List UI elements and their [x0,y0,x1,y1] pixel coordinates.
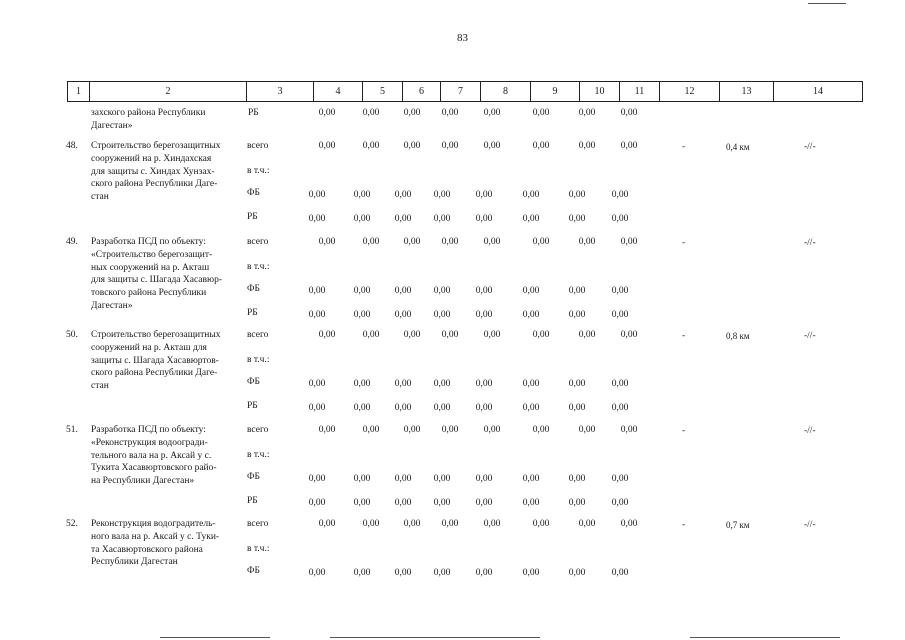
value-cell: 0,00 [403,425,421,435]
value-cell: 0,00 [403,519,421,529]
entry-name-line: на Республики Дагестан» [91,476,195,487]
value-cell: 0,00 [394,286,412,296]
scan-mark-bottom-1 [160,637,270,638]
value-cell: 0,00 [522,474,540,484]
value-cell: 0,00 [611,190,629,200]
budget-type: ФБ [247,377,260,387]
value-cell: 0,00 [353,214,371,224]
value-cell: 0,00 [522,310,540,320]
value-cell: 0,00 [522,286,540,296]
value-cell: 0,00 [308,498,326,508]
value-cell: 0,00 [394,310,412,320]
header-cell-1: 1 [68,82,90,102]
value-cell: 0,00 [318,141,336,151]
value-cell: 0,00 [308,379,326,389]
value-cell: 0,00 [353,310,371,320]
value-cell: 0,00 [441,425,459,435]
value-cell: 0,00 [568,498,586,508]
value-cell: 0,00 [483,425,501,435]
value-cell: 0,00 [483,330,501,340]
value-cell: 0,00 [578,519,596,529]
value-cell: 0,00 [475,286,493,296]
value-cell: 0,00 [362,141,380,151]
value-cell: 0,00 [318,237,336,247]
budget-type: РБ [247,308,258,318]
budget-type: всего [247,519,269,529]
value-cell: 0,00 [568,568,586,578]
value-cell: 0,00 [483,141,501,151]
value-cell: 0,00 [433,214,451,224]
col13-length: 0,8 км [726,331,750,341]
header-cell-7: 7 [441,82,481,102]
col12-dash: - [682,331,686,341]
value-cell: 0,00 [532,519,550,529]
value-cell: 0,00 [308,190,326,200]
budget-type: РБ [247,401,258,411]
budget-type: в т.ч.: [247,355,270,365]
header-cell-2: 2 [90,82,247,102]
header-cell-8: 8 [481,82,531,102]
value-cell: 0,00 [394,190,412,200]
value-cell: 0,00 [578,330,596,340]
entry-name-line: Реконструкция водоградитель- [91,519,216,529]
header-cell-11: 11 [620,82,660,102]
value-cell: 0,00 [611,498,629,508]
entry-number: 49. [66,237,78,247]
entry-name-line: для защиты с. Шагада Хасавюр- [91,275,223,286]
budget-type: всего [247,141,269,151]
header-cell-9: 9 [531,82,580,102]
col13-length: 0,7 км [726,520,750,530]
value-cell: 0,00 [318,330,336,340]
entry-name-line: та Хасавюртовского района [91,544,203,555]
value-cell: 0,00 [475,403,493,413]
value-cell: 0,00 [475,498,493,508]
value-cell: 0,00 [403,330,421,340]
page-number: 83 [457,32,468,44]
value-cell: 0,00 [353,286,371,296]
col14-mark: -//- [804,331,816,341]
entry-number: 48. [66,141,78,151]
entry-name-line: Строительство берегозащитных [91,330,221,340]
value-cell: 0,00 [433,190,451,200]
value-cell: 0,00 [522,568,540,578]
value-cell: 0,00 [441,108,459,118]
value-cell: 0,00 [394,474,412,484]
value-cell: 0,00 [433,379,451,389]
value-cell: 0,00 [433,310,451,320]
header-cell-13: 13 [720,82,774,102]
col14-mark: -//- [804,426,816,436]
value-cell: 0,00 [441,237,459,247]
value-cell: 0,00 [433,403,451,413]
entry-name-line: ского района Республики Даге- [91,368,218,379]
value-cell: 0,00 [353,568,371,578]
value-cell: 0,00 [620,237,638,247]
value-cell: 0,00 [611,568,629,578]
value-cell: 0,00 [578,425,596,435]
value-cell: 0,00 [475,214,493,224]
value-cell: 0,00 [532,425,550,435]
value-cell: 0,00 [394,568,412,578]
entry-name-line: тельного вала на р. Аксай у с. [91,450,212,461]
value-cell: 0,00 [394,214,412,224]
value-cell: 0,00 [620,519,638,529]
header-cell-14: 14 [774,82,863,102]
value-cell: 0,00 [353,474,371,484]
value-cell: 0,00 [483,108,501,118]
value-cell: 0,00 [394,403,412,413]
header-cell-5: 5 [363,82,403,102]
entry-name-line: для защиты с. Хиндах Хунзах- [91,166,215,177]
value-cell: 0,00 [522,214,540,224]
value-cell: 0,00 [483,519,501,529]
entry-name-line: Республики Дагестан [91,557,178,568]
value-cell: 0,00 [353,403,371,413]
value-cell: 0,00 [611,286,629,296]
value-cell: 0,00 [578,237,596,247]
entry-name-line: сооружений на р. Акташ для [91,342,207,353]
entry-name-line: защиты с. Шагада Хасавюртов- [91,355,219,366]
value-cell: 0,00 [353,190,371,200]
value-cell: 0,00 [568,190,586,200]
value-cell: 0,00 [620,330,638,340]
value-cell: 0,00 [441,330,459,340]
value-cell: 0,00 [578,141,596,151]
entry-name-line: Строительство берегозащитных [91,141,221,151]
entry-name-line: стан [91,192,109,203]
value-cell: 0,00 [362,519,380,529]
value-cell: 0,00 [620,141,638,151]
value-cell: 0,00 [568,286,586,296]
value-cell: 0,00 [394,498,412,508]
entry-name-line: ных сооружений на р. Акташ [91,262,210,273]
entry-name-line: стан [91,381,109,392]
budget-type: в т.ч.: [247,166,270,176]
budget-type: всего [247,237,269,247]
entry-name-line: «Реконструкция водоогради- [91,437,208,448]
entry-name-line: товского района Республики [91,288,207,299]
value-cell: 0,00 [611,403,629,413]
value-cell: 0,00 [308,403,326,413]
budget-type: ФБ [247,188,260,198]
header-cell-6: 6 [403,82,441,102]
value-cell: 0,00 [568,310,586,320]
col13-length: 0,4 км [726,142,750,152]
entry-name-line: Разработка ПСД по объекту: [91,425,206,435]
value-cell: 0,00 [475,379,493,389]
col12-dash: - [682,142,686,152]
value-cell: 0,00 [475,568,493,578]
entry-name-line: Дагестан» [91,301,133,311]
value-cell: 0,00 [318,519,336,529]
value-cell: 0,00 [568,403,586,413]
entry-name-line: «Строительство берегозащит- [91,249,213,260]
header-cell-3: 3 [247,82,314,102]
value-cell: 0,00 [568,214,586,224]
value-cell: 0,00 [475,190,493,200]
value-cell: 0,00 [532,237,550,247]
header-cell-12: 12 [660,82,720,102]
entry-number: 51. [66,425,78,435]
value-cell: 0,00 [441,519,459,529]
value-cell: 0,00 [475,310,493,320]
entry-number: 50. [66,330,78,340]
value-cell: 0,00 [483,237,501,247]
entry-number: 52. [66,519,78,529]
budget-type: ФБ [247,566,260,576]
entry-name-line: Тукита Хасавюртовского райо- [91,463,217,474]
value-cell: 0,00 [308,310,326,320]
value-cell: 0,00 [403,108,421,118]
value-cell: 0,00 [611,214,629,224]
value-cell: 0,00 [522,498,540,508]
col14-mark: -//- [804,142,816,152]
value-cell: 0,00 [433,474,451,484]
budget-type: РБ [248,108,259,118]
value-cell: 0,00 [403,237,421,247]
entry-name-line: Разработка ПСД по объекту: [91,237,206,247]
budget-type: ФБ [247,472,260,482]
value-cell: 0,00 [308,568,326,578]
budget-type: всего [247,330,269,340]
budget-type: в т.ч.: [247,262,270,272]
entry-name-line: ского района Республики Даге- [91,179,218,190]
value-cell: 0,00 [522,379,540,389]
value-cell: 0,00 [620,425,638,435]
entry-name-line: сооружений на р. Хиндахская [91,153,212,164]
header-cell-4: 4 [314,82,363,102]
scan-mark-bottom-2 [330,637,540,638]
value-cell: 0,00 [611,379,629,389]
value-cell: 0,00 [475,474,493,484]
value-cell: 0,00 [522,190,540,200]
budget-type: всего [247,425,269,435]
value-cell: 0,00 [318,425,336,435]
value-cell: 0,00 [568,379,586,389]
value-cell: 0,00 [532,108,550,118]
value-cell: 0,00 [353,379,371,389]
budget-type: ФБ [247,284,260,294]
col12-dash: - [682,238,686,248]
entry-name-line: Дагестан» [91,121,133,131]
value-cell: 0,00 [403,141,421,151]
col12-dash: - [682,520,686,530]
value-cell: 0,00 [522,403,540,413]
value-cell: 0,00 [318,108,336,118]
col14-mark: -//- [804,238,816,248]
col14-mark: -//- [804,520,816,530]
value-cell: 0,00 [362,425,380,435]
budget-type: в т.ч.: [247,544,270,554]
value-cell: 0,00 [308,286,326,296]
header-cell-10: 10 [580,82,620,102]
budget-type: РБ [247,496,258,506]
value-cell: 0,00 [308,474,326,484]
value-cell: 0,00 [362,330,380,340]
value-cell: 0,00 [433,286,451,296]
value-cell: 0,00 [568,474,586,484]
value-cell: 0,00 [394,379,412,389]
entry-name-line: захского района Республики [91,108,206,118]
value-cell: 0,00 [611,474,629,484]
value-cell: 0,00 [620,108,638,118]
value-cell: 0,00 [362,108,380,118]
budget-type: в т.ч.: [247,450,270,460]
value-cell: 0,00 [441,141,459,151]
value-cell: 0,00 [353,498,371,508]
value-cell: 0,00 [532,141,550,151]
scan-mark-top [808,3,846,4]
budget-type: РБ [247,212,258,222]
value-cell: 0,00 [433,498,451,508]
scan-mark-bottom-3 [690,637,840,638]
header-row [67,81,863,102]
col12-dash: - [682,426,686,436]
value-cell: 0,00 [362,237,380,247]
value-cell: 0,00 [532,330,550,340]
value-cell: 0,00 [308,214,326,224]
value-cell: 0,00 [611,310,629,320]
entry-name-line: ного вала на р. Аксай у с. Туки- [91,531,220,542]
value-cell: 0,00 [433,568,451,578]
value-cell: 0,00 [578,108,596,118]
